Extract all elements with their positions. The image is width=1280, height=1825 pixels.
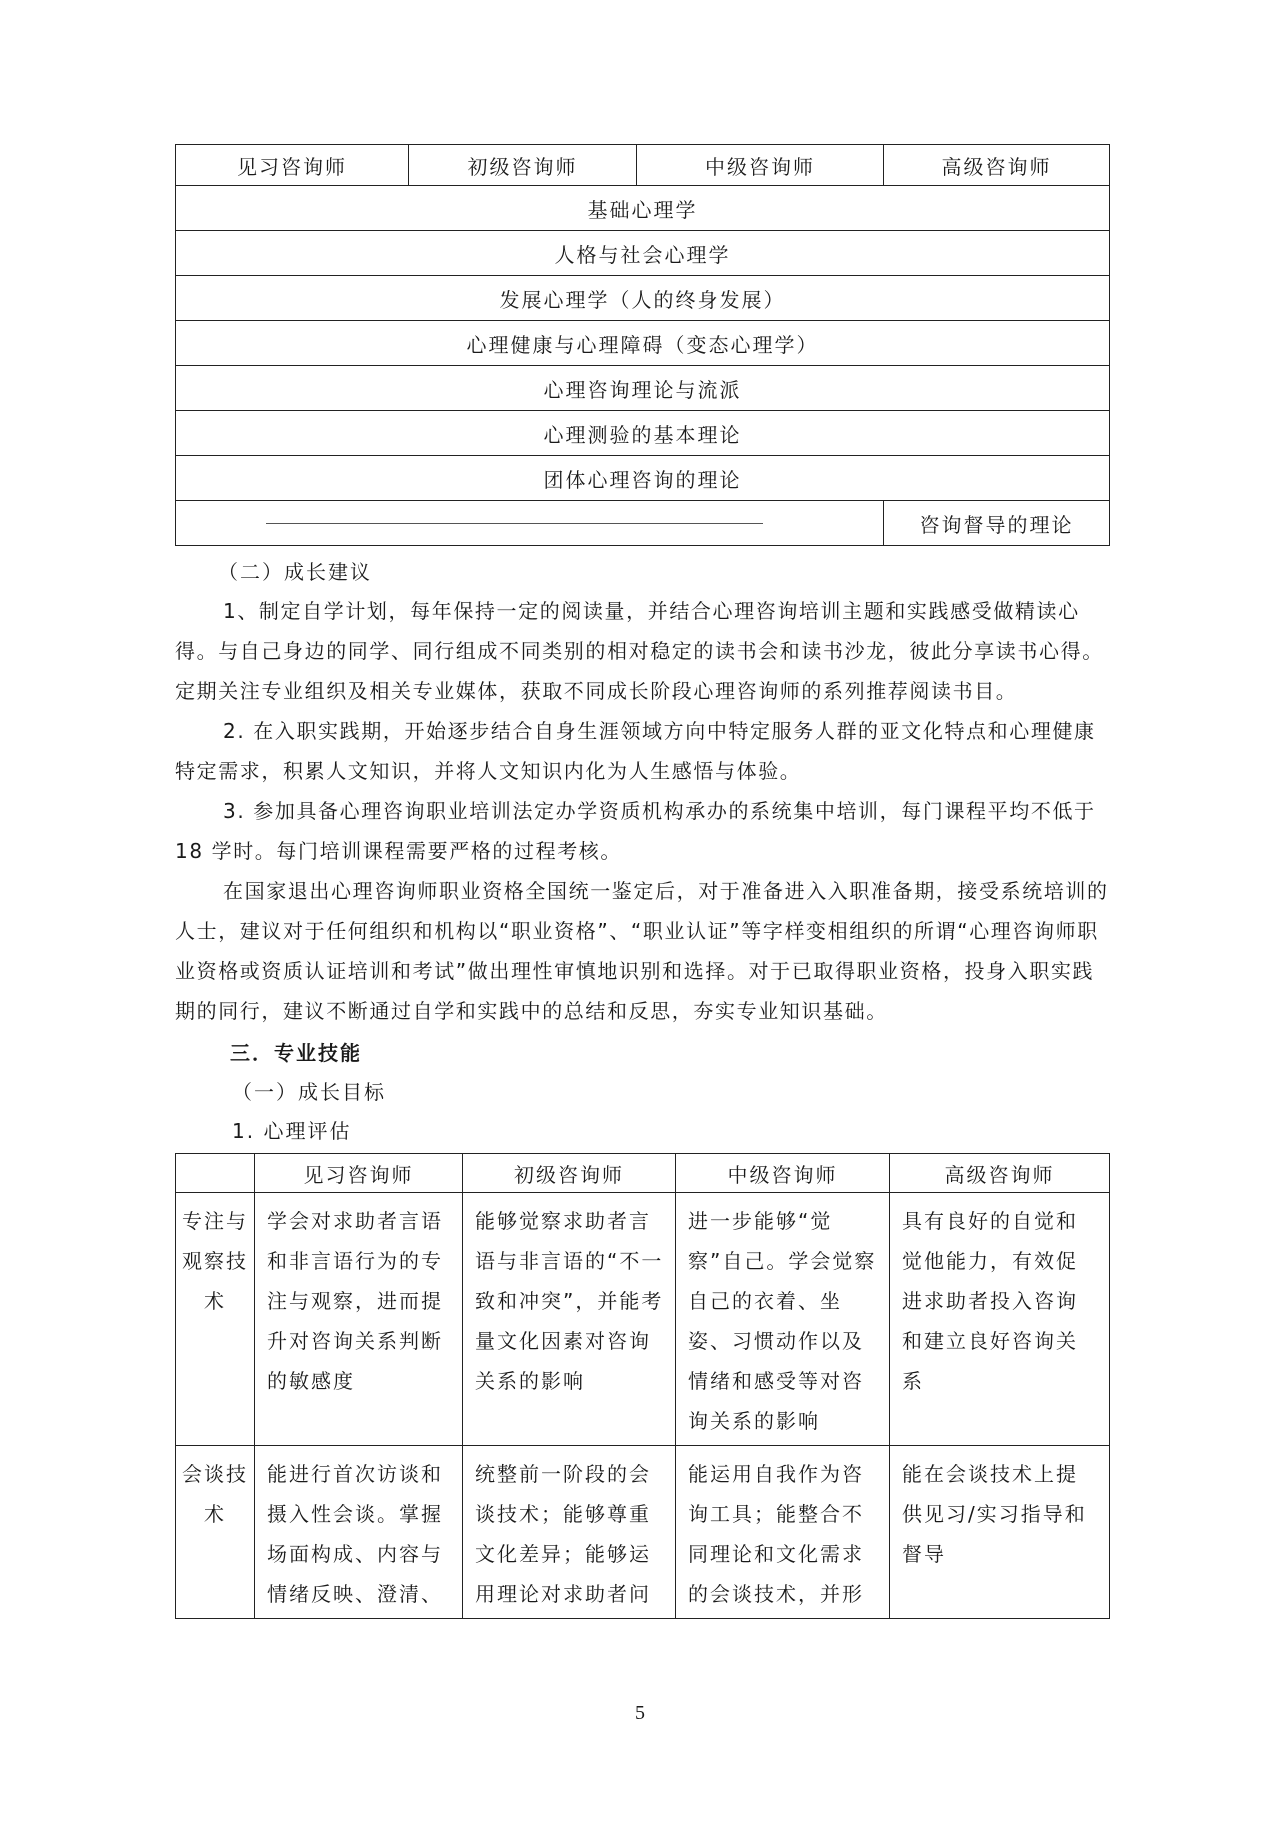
theory-row: 心理健康与心理障碍（变态心理学） bbox=[176, 321, 1110, 366]
skill-cell: 学会对求助者言语和非言语行为的专注与观察，进而提升对咨询关系判断的敏感度 bbox=[255, 1193, 463, 1446]
skill-cell: 进一步能够“觉察”自己。学会觉察自己的衣着、坐姿、习惯动作以及情绪和感受等对咨询关系的影响 bbox=[676, 1193, 890, 1446]
paragraph: 3. 参加具备心理咨询职业培训法定办学资质机构承办的系统集中培训，每门课程平均不低于 18 学时。每门培训课程需要严格的过程考核。 bbox=[175, 799, 1096, 863]
skills-table bbox=[175, 1153, 1110, 1619]
table-row bbox=[176, 501, 1110, 546]
growth-advice-heading: （二）成长建议 bbox=[218, 560, 372, 584]
skill-cell: 能运用自我作为咨询工具；能整合不同理论和文化需求的会谈技术，并形 bbox=[676, 1446, 890, 1619]
table-row bbox=[176, 1446, 1110, 1619]
skill-label: 会谈技术 bbox=[176, 1446, 255, 1619]
section-title: 三．专业技能 bbox=[230, 1041, 362, 1065]
header-senior: 高级咨询师 bbox=[884, 145, 1110, 186]
paragraph: 1、制定自学计划，每年保持一定的阅读量，并结合心理咨询培训主题和实践感受做精读心得。与自己身边的同学、同行组成不同类别的相对稳定的读书会和读书沙龙，彼此分享读书心得。定期关注专业组织及相关专业媒体，获取不同成长阶段心理咨询师的系列推荐阅读书目。 bbox=[175, 599, 1104, 703]
skill-cell: 统整前一阶段的会谈技术；能够尊重文化差异；能够运用理论对求助者问 bbox=[463, 1446, 676, 1619]
theory-row: 人格与社会心理学 bbox=[176, 231, 1110, 276]
paragraph: 2. 在入职实践期，开始逐步结合自身生涯领域方向中特定服务人群的亚文化特点和心理健康特定需求，积累人文知识，并将人文知识内化为人生感悟与体验。 bbox=[175, 719, 1096, 783]
theory-row: 心理咨询理论与流派 bbox=[176, 366, 1110, 411]
dash-line bbox=[266, 523, 763, 524]
header-senior: 高级咨询师 bbox=[890, 1154, 1110, 1193]
theory-row: 团体心理咨询的理论 bbox=[176, 456, 1110, 501]
theory-table bbox=[175, 144, 1110, 546]
table-row bbox=[176, 186, 1110, 231]
supervision-theory-cell: 咨询督导的理论 bbox=[884, 501, 1110, 546]
theory-row: 心理测验的基本理论 bbox=[176, 411, 1110, 456]
header-trainee: 见习咨询师 bbox=[176, 145, 409, 186]
theory-table-header bbox=[176, 145, 1110, 186]
table-row bbox=[176, 231, 1110, 276]
table-row bbox=[176, 366, 1110, 411]
table-row bbox=[176, 1193, 1110, 1446]
table-row bbox=[176, 456, 1110, 501]
theory-row: 基础心理学 bbox=[176, 186, 1110, 231]
skills-table-header bbox=[176, 1154, 1110, 1193]
skill-label: 专注与观察技术 bbox=[176, 1193, 255, 1446]
header-empty bbox=[176, 1154, 255, 1193]
table-row bbox=[176, 411, 1110, 456]
table-row bbox=[176, 321, 1110, 366]
table-row bbox=[176, 276, 1110, 321]
paragraph: 在国家退出心理咨询师职业资格全国统一鉴定后，对于准备进入入职准备期，接受系统培训的人士，建议对于任何组织和机构以“职业资格”、“职业认证”等字样变相组织的所谓“心理咨询师职业资格或资质认证培训和考试”做出理性审慎地识别和选择。对于已取得职业资格，投身入职实践期的同行，建议不断通过自学和实践中的总结和反思，夯实专业知识基础。 bbox=[175, 879, 1109, 1023]
header-intermediate: 中级咨询师 bbox=[637, 145, 884, 186]
skill-cell: 具有良好的自觉和觉他能力，有效促进求助者投入咨询和建立良好咨询关系 bbox=[890, 1193, 1110, 1446]
assessment-heading: 1. 心理评估 bbox=[232, 1119, 352, 1143]
not-applicable-cell bbox=[176, 501, 884, 546]
advice-text bbox=[175, 591, 1109, 1031]
growth-goal-heading: （一）成长目标 bbox=[232, 1080, 386, 1104]
page-number: 5 bbox=[635, 1702, 645, 1724]
theory-row: 发展心理学（人的终身发展） bbox=[176, 276, 1110, 321]
header-trainee: 见习咨询师 bbox=[255, 1154, 463, 1193]
header-junior: 初级咨询师 bbox=[463, 1154, 676, 1193]
header-intermediate: 中级咨询师 bbox=[676, 1154, 890, 1193]
skill-cell: 能在会谈技术上提供见习/实习指导和督导 bbox=[890, 1446, 1110, 1619]
header-junior: 初级咨询师 bbox=[409, 145, 637, 186]
skill-cell: 能够觉察求助者言语与非言语的“不一致和冲突”，并能考量文化因素对咨询关系的影响 bbox=[463, 1193, 676, 1446]
skill-cell: 能进行首次访谈和摄入性会谈。掌握场面构成、内容与情绪反映、澄清、 bbox=[255, 1446, 463, 1619]
